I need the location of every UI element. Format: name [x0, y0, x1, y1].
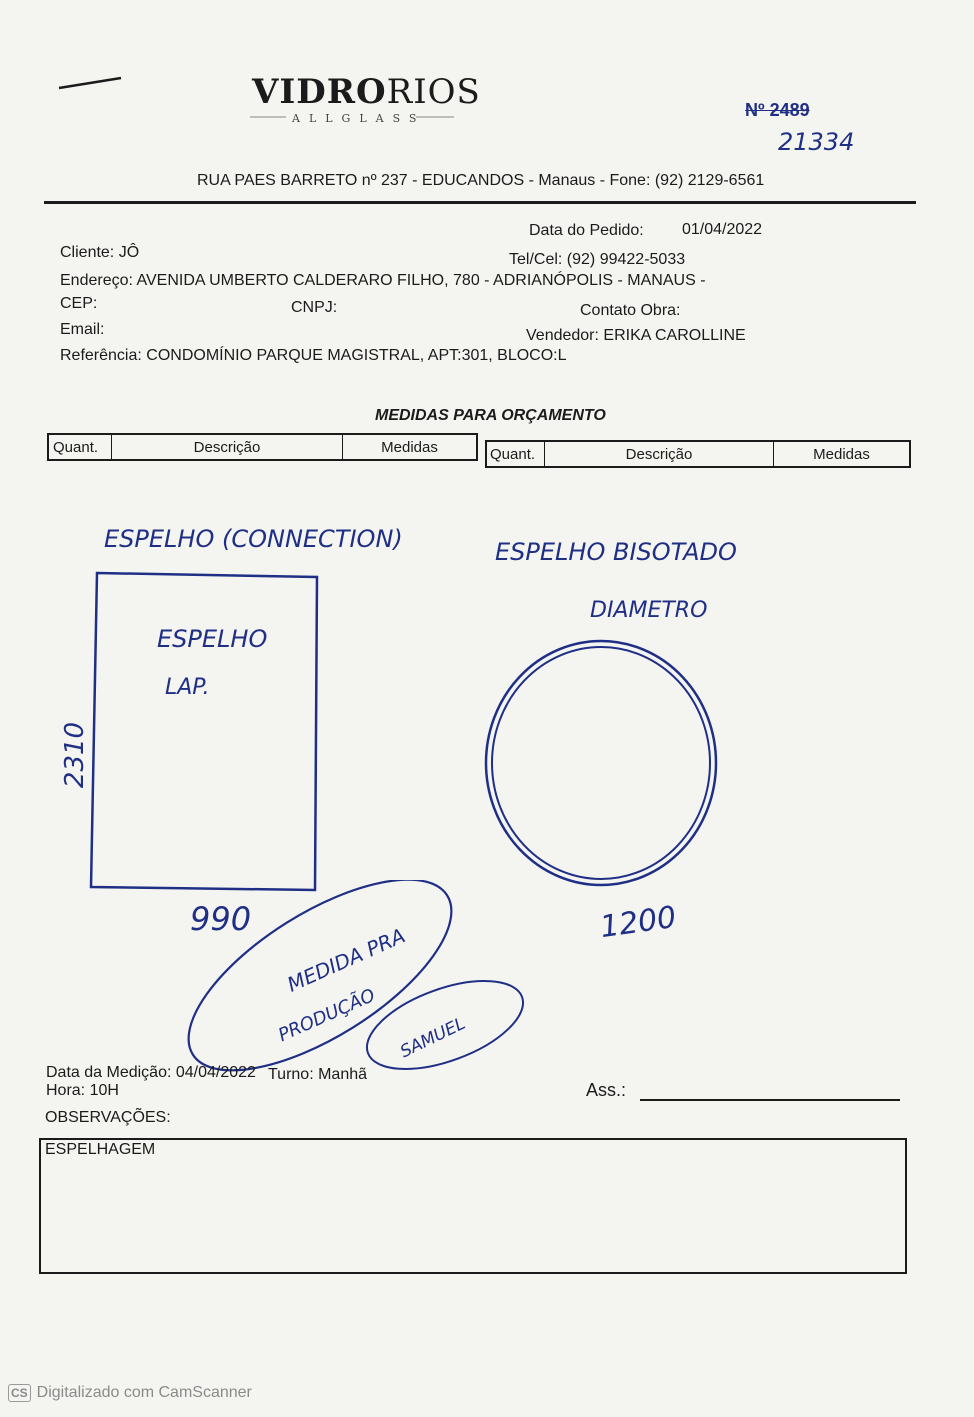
site-contact: Contato Obra:	[580, 302, 681, 319]
client-name: Cliente: JÔ	[60, 244, 140, 261]
col-quant: Quant.	[49, 435, 112, 459]
signature-label: Ass.:	[586, 1080, 627, 1100]
right-item-title: ESPELHO BISOTADO	[495, 538, 737, 566]
col-quant: Quant.	[487, 442, 545, 466]
signature-line	[640, 1099, 900, 1101]
observations-text: ESPELHAGEM	[45, 1141, 156, 1158]
left-inner-label-2: LAP.	[165, 675, 210, 700]
camscanner-icon: CS	[8, 1384, 31, 1402]
order-date-label: Data do Pedido:	[529, 222, 644, 239]
signature: SAMUEL	[397, 1013, 469, 1063]
col-medidas: Medidas	[381, 438, 438, 456]
salesperson: Vendedor: ERIKA CAROLLINE	[526, 327, 746, 344]
left-width-dimension: 990	[190, 900, 252, 938]
left-height-dimension: 2310	[60, 721, 91, 789]
company-address: RUA PAES BARRETO nº 237 - EDUCANDOS - Manaus - Fone: (92) 2129-6561	[197, 172, 765, 189]
client-reference: Referência: CONDOMÍNIO PARQUE MAGISTRAL, APT:301, BLOCO:L	[60, 347, 567, 364]
measurement-date: Data da Medição: 04/04/2022	[46, 1064, 256, 1081]
scanner-text: Digitalizado com CamScanner	[36, 1384, 252, 1401]
company-logo-subtitle: ALLGLASS	[292, 112, 426, 125]
right-diameter-dimension: 1200	[597, 899, 679, 946]
table-header-left	[47, 433, 478, 461]
client-email: Email:	[60, 321, 105, 338]
right-item-subtitle: DIAMETRO	[590, 598, 708, 623]
production-note-line-1: MEDIDA PRA	[283, 923, 409, 997]
company-logo: VIDRORIOS	[252, 72, 481, 112]
left-item-title: ESPELHO (CONNECTION)	[104, 525, 403, 553]
client-address: Endereço: AVENIDA UMBERTO CALDERARO FILHO, 780 - ADRIANÓPOLIS - MANAUS -	[60, 272, 706, 289]
col-descricao: Descrição	[112, 435, 343, 459]
production-note-line-2: PRODUÇÃO	[275, 984, 379, 1047]
table-header-right	[485, 440, 911, 468]
pen-mark	[55, 72, 125, 94]
observations-box	[39, 1138, 907, 1274]
col-descricao: Descrição	[545, 442, 774, 466]
order-number-handwritten: 21334	[778, 128, 855, 156]
observations-label: OBSERVAÇÕES:	[45, 1109, 171, 1126]
order-number-struck: Nº 2489	[745, 100, 810, 120]
left-inner-label: ESPELHO	[157, 625, 268, 653]
order-date: 01/04/2022	[682, 221, 763, 238]
round-mirror-sketch	[480, 635, 730, 900]
col-medidas: Medidas	[813, 445, 870, 463]
section-title: MEDIDAS PARA ORÇAMENTO	[375, 407, 606, 424]
header-divider	[44, 201, 916, 204]
logo-rule	[250, 114, 455, 122]
client-phone: Tel/Cel: (92) 99422-5033	[509, 251, 686, 268]
client-cnpj: CNPJ:	[291, 299, 338, 316]
scanner-watermark	[8, 1384, 252, 1402]
client-cep: CEP:	[60, 295, 98, 312]
measurement-hour: Hora: 10H	[46, 1082, 119, 1099]
rectangle-mirror-sketch	[85, 565, 325, 895]
shift: Turno: Manhã	[268, 1066, 368, 1083]
